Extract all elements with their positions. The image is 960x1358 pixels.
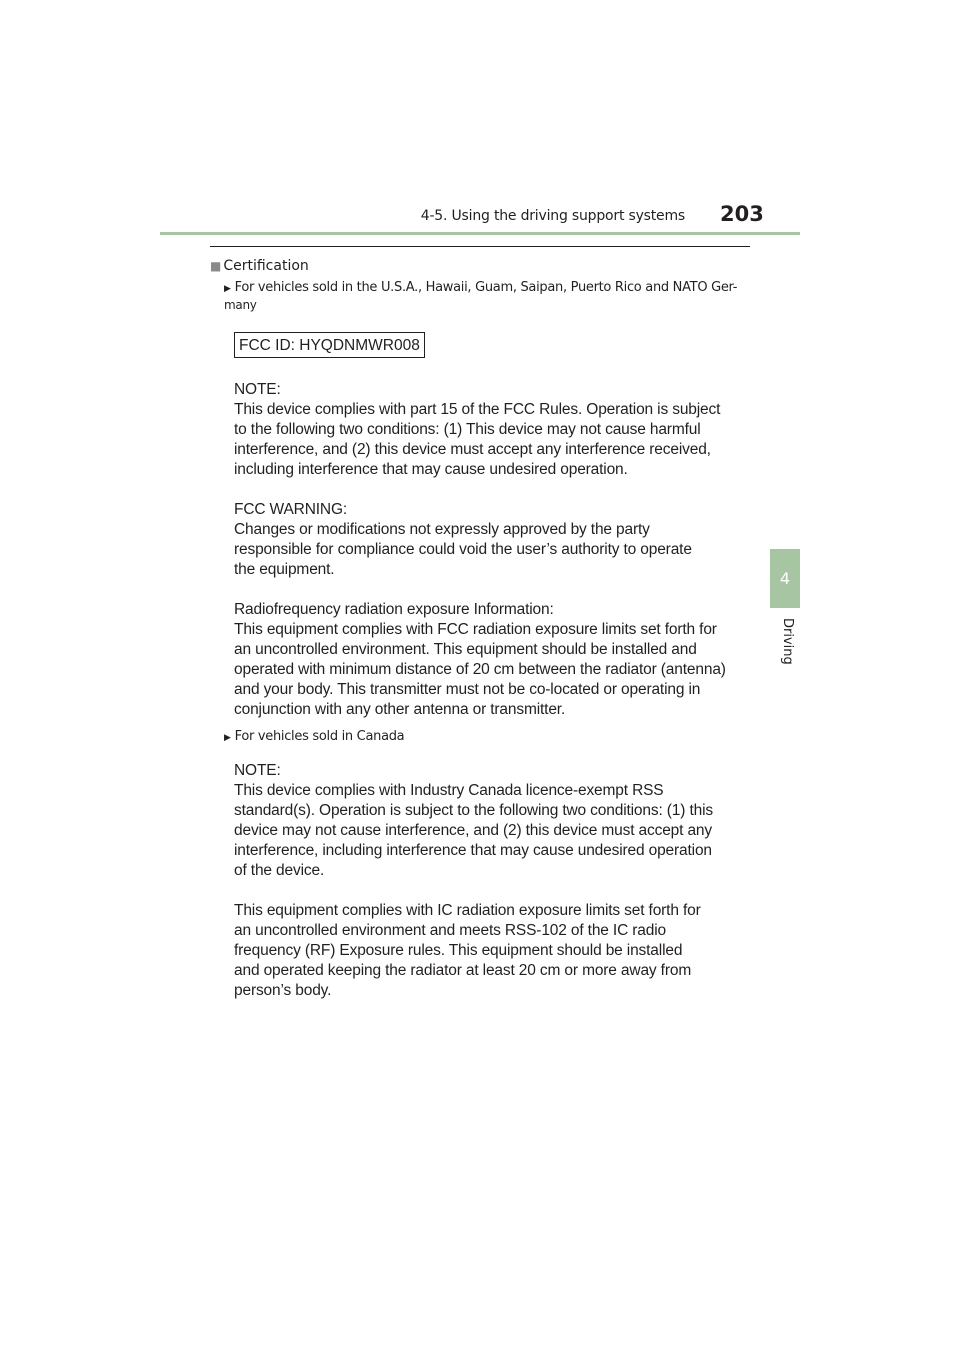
bullet-canada (224, 728, 754, 747)
page-number: 203 (720, 202, 764, 226)
canada-line: NOTE: (234, 762, 281, 779)
canada-line: and operated keeping the radiator at least 20 cm or more away from (234, 962, 692, 979)
bullet-us (224, 279, 754, 312)
spacer (234, 881, 754, 901)
us-line: including interference that may cause undesired operation. (234, 461, 628, 478)
bullet-canada-text: For vehicles sold in Canada (234, 729, 405, 744)
bullet-us-continuation: many (224, 298, 257, 312)
section-heading (210, 258, 309, 274)
canada-line: interference, including interference that may cause undesired operation (234, 842, 712, 859)
us-line: FCC WARNING: (234, 501, 348, 518)
fcc-id-box: FCC ID: HYQDNMWR008 (234, 332, 425, 358)
us-line: responsible for compliance could void the user’s authority to operate (234, 541, 692, 558)
triangle-bullet-icon: ▶ (224, 284, 231, 294)
square-bullet-icon: ■ (210, 259, 222, 273)
us-line: the equipment. (234, 561, 335, 578)
spacer (234, 580, 754, 600)
header-section-title: 4-5. Using the driving support systems (420, 208, 685, 224)
us-line: Radiofrequency radiation exposure Information: (234, 601, 554, 618)
us-line: operated with minimum distance of 20 cm between the radiator (antenna) (234, 661, 726, 678)
us-line: NOTE: (234, 381, 281, 398)
canada-line: person’s body. (234, 982, 332, 999)
triangle-bullet-icon: ▶ (224, 733, 231, 743)
section-heading-text: Certification (223, 258, 309, 274)
us-line: conjunction with any other antenna or transmitter. (234, 701, 566, 718)
canada-line: frequency (RF) Exposure rules. This equipment should be installed (234, 942, 683, 959)
canada-line: standard(s). Operation is subject to the following two conditions: (1) this (234, 802, 713, 819)
us-line: interference, and (2) this device must accept any interference received, (234, 441, 711, 458)
us-notice-block (234, 380, 754, 720)
canada-line: of the device. (234, 862, 325, 879)
canada-line: This device complies with Industry Canada licence-exempt RSS (234, 782, 664, 799)
canada-line: This equipment complies with IC radiation exposure limits set forth for (234, 902, 701, 919)
us-line: This device complies with part 15 of the FCC Rules. Operation is subject (234, 401, 721, 418)
canada-line: device may not cause interference, and (2) this device must accept any (234, 822, 713, 839)
canada-line: an uncontrolled environment and meets RSS-102 of the IC radio (234, 922, 666, 939)
bullet-us-text: For vehicles sold in the U.S.A., Hawaii, Guam, Saipan, Puerto Rico and NATO Ger- (234, 280, 738, 295)
chapter-tab: 4 (770, 549, 800, 608)
us-line: an uncontrolled environment. This equipment should be installed and (234, 641, 697, 658)
canada-notice-block (234, 761, 754, 1001)
content-rule (210, 246, 750, 247)
chapter-label: Driving (780, 618, 795, 665)
us-line: Changes or modifications not expressly approved by the party (234, 521, 650, 538)
us-line: This equipment complies with FCC radiation exposure limits set forth for (234, 621, 717, 638)
spacer (234, 480, 754, 500)
us-line: to the following two conditions: (1) This device may not cause harmful (234, 421, 701, 438)
us-line: and your body. This transmitter must not be co-located or operating in (234, 681, 701, 698)
header-rule (160, 232, 800, 235)
